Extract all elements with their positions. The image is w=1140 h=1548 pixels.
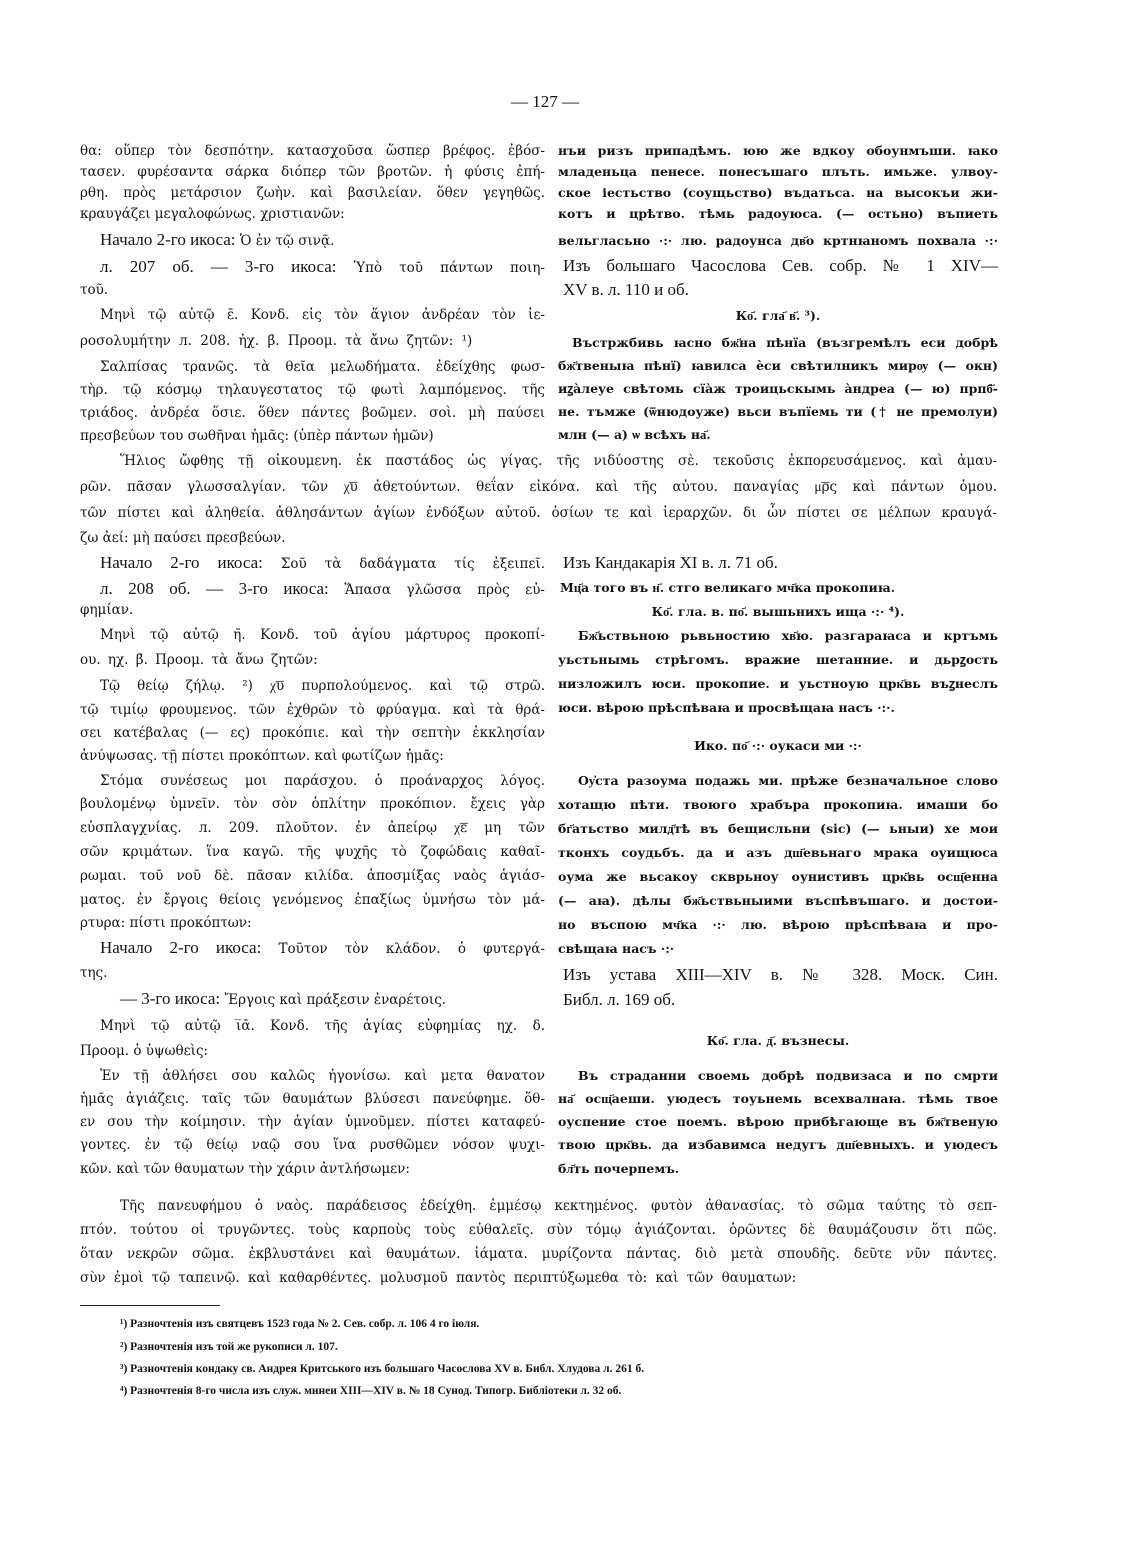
kondak-tone-heading: Ко҃. гла҃ в҃. ³). <box>735 308 821 323</box>
greek-text-line: Τῷ θείῳ ζήλῳ. ²) χ͞υ πυρπολούμενος. καὶ τῷ στρῶ. <box>100 678 545 694</box>
greek-text-line: τὴρ. τῷ κόσμῳ τηλαυγεστατος τῷ φωτὶ λαμπόμενος. τῆς <box>80 382 545 398</box>
slavonic-text-line: младеньца пенесе. понесъшаго плъть. имьже. улвоу- <box>558 164 998 179</box>
kondak-rubric-line: ροσολυμήτην л. 208. ἠχ. β̄. Προομ. τὰ ἄνω ζητῶν: ¹) <box>80 333 473 349</box>
ikos-heading <box>120 989 545 1009</box>
ikos-incipit: Ἅπασα γλῶσσα πρὸς εὐ- <box>344 582 545 598</box>
ikos-label: л. 207 об. — 3-го икоса: <box>100 257 337 276</box>
greek-text-line: τοῦ. <box>80 282 109 298</box>
slavonic-text-line: иꙁа̀леуе свѣтомь сїа̀ж троицьскымь а̀ндреа (— ю) прпб҃- <box>558 381 998 396</box>
greek-text-line: ρθη. πρὸς μετάρσιον ζωὴν. καὶ βασιλείαν. ὅθεν γεγηθῶς. <box>80 185 545 201</box>
ikos-incipit: Σοῦ τὰ δαδάγματα τίς ἐξειπεῖ. <box>280 556 545 572</box>
slavonic-text-line: твою црк҃вь. да избавимса недугъ дш҃евныхъ. и уюдесъ <box>558 1137 998 1152</box>
greek-text-line: σει κατέβαλας (— ες) προκόπιε. καὶ τὴν σεπτὴν ἐκκλησίαν <box>80 725 545 741</box>
footnote: ²) Разночтенія изъ той же рукописи л. 107. <box>120 1341 338 1353</box>
greek-text-line: τριάδος. ἀνδρέα ὅσιε. ὅθεν πάντες βοῶμεν. σοὶ. μὴ παύσει <box>80 405 545 421</box>
slavonic-text-line: Бж҃ьствьною рьвьностию хв҃ю. разгараꙗса и кртъмь <box>578 628 998 643</box>
greek-text-line: τῷ τιμίῳ φρουμενος. τῶν ἐχθρῶν τὸ φρύαγμα. καὶ τὰ θρά- <box>80 702 545 718</box>
greek-text-line: θα: οὕπερ τὸν δεσπότην. κατασχοῦσα ὥσπερ βρέφος. ἐβόσ- <box>80 143 545 159</box>
ikos-label: Начало 2-го икоса: <box>100 938 262 957</box>
greek-spanning-line: ρῶν. πᾶσαν γλωσσαλγίαν. τῶν χ͞υ ἀθετούντων. θεΐαν εἰκόνα. καὶ τῆς αὐτου. παναγίας μ͞ρς καὶ πάντων ὁμου. <box>80 479 997 495</box>
greek-spanning-line: ζω ἀεί: μὴ παύσει πρεσβεύων. <box>80 530 286 546</box>
ikos-incipit: Ὁ ἐν τῷ σινᾷ. <box>239 233 335 249</box>
greek-text-line: Σαλπίσας τρανῶς. τὰ θεῖα μελωδήματα. ἐδείχθης φωσ- <box>100 359 545 375</box>
greek-text-line: ἀνύψωσας. τῇ πίστει προκόπτων. καὶ φωτίζων ἡμᾶς: <box>80 748 444 764</box>
ikos-heading <box>100 230 545 250</box>
greek-text-line: κραυγάζει μεγαλοφώνως. χριστιανῶν: <box>80 206 345 222</box>
source-heading: Библ. л. 169 об. <box>563 990 676 1009</box>
greek-text-line: Ἐν τῇ ἀθλήσει σου καλῶς ἠγονίσω. καὶ μετα θανατον <box>100 1068 545 1084</box>
greek-text-line: γοντες. ἐν τῷ θείῳ ναῷ σου ἵνα ρυσθῶμεν νόσον ψυχι- <box>80 1137 545 1153</box>
slavonic-text-line: Въ страданни своемь добрѣ подвизаса и по смрти <box>578 1068 998 1083</box>
greek-spanning-line: Ἥλιος ὤφθης τῇ οἰκουμενη. ἐκ παστάδος ὡς γίγας. τῆς νιδύοστης σὲ. τεκοῦσις ἐκπορευσάμενος. καὶ ἀμαυ- <box>120 453 997 469</box>
footnote: ⁴) Разночтенія 8-го числа изъ служ. минеи XIII—XIV в. № 18 Сунод. Типогр. Библіотеки л. 32 об. <box>120 1385 622 1397</box>
slavonic-text-line: бг҃атьство милд҃тѣ въ бещисльни (sic) (— ьныи) хе мои <box>558 821 998 836</box>
ikos-label: — 3-го икоса: <box>120 989 221 1008</box>
source-heading: XV в. л. 110 и об. <box>563 280 689 299</box>
greek-text-line: ρτυρα: πίστι προκόπτων: <box>80 915 252 931</box>
source-heading: Изъ большаго Часослова Сев. собр. № 1 XIV— <box>563 256 998 275</box>
slavonic-text-line: свѣщаꙗ насъ ·:· <box>558 941 675 956</box>
greek-spanning-line: Τῆς πανευφήμου ὁ ναὸς. παράδεισος ἐδείχθη. ἐμμέσῳ κεκτημένος. φυτὸν ἀθανασίας. τὸ σῶμα ταύτης τὸ σεπ- <box>120 1198 997 1214</box>
kondak-rubric-line: ου. ηχ. β̄. Προομ. τὰ ἄνω ζητῶν: <box>80 652 318 668</box>
greek-text-line: φημίαν. <box>80 602 134 618</box>
slavonic-text-line: бл҃ть почерпемъ. <box>558 1161 680 1176</box>
slavonic-text-line: млн (— а) ѡ всѣхъ на҃. <box>558 427 711 442</box>
greek-text-line: σῶν κριμάτων. ἵνα καγῶ. τῆς ψυχῆς τὸ ζοφώδαις καθαῖ- <box>80 844 545 860</box>
greek-text-line: βουλομένῳ ὑμνεῖν. τὸν σὸν ὁπλίτην προκόπιον. ἔχεις γὰρ <box>80 796 545 812</box>
kondak-rubric-line: Προομ. ὁ ὑψωθεὶς: <box>80 1043 209 1059</box>
slavonic-text-line: котъ и црѣтво. тѣмь радоуюса. (— остьно) въпиеть <box>558 206 998 221</box>
greek-text-line: ρωμαι. τοῦ νοῦ δὲ. πᾶσαν κιλίδα. ἀποσμίξας ναὸς ἁγιάσ- <box>80 868 545 884</box>
ikos-label: Начало 2-го икоса: <box>100 553 263 572</box>
footnote-rule <box>80 1305 220 1306</box>
source-heading: Изъ устава XIII—XIV в. № 328. Моск. Син. <box>563 965 998 984</box>
source-heading: Изъ Кандакарія XI в. л. 71 об. <box>563 553 778 572</box>
slavonic-text-line: вельгласьно ·:· лю. радоунса дв҃о кртнꙗномъ похвала ·:· <box>558 233 998 248</box>
slavonic-text-line: оума же вьсакоу скврьноу оунистивъ црк҃вь осщ҃енна <box>558 869 998 884</box>
greek-text-line: κῶν. καὶ τῶν θαυματων τὴν χάριν ἀντλήσωμεν: <box>80 1161 410 1177</box>
ikos-heading <box>100 938 545 958</box>
slavonic-text-line: Въстржбивь ꙗсно бж҃на пѣнїа (възгремѣлъ еси добрѣ <box>572 335 998 350</box>
kondak-tone-heading: Ко҃. гла. д҃. възнесы. <box>706 1033 850 1048</box>
ikos-tone-heading: Ико. по҃ ·:· оукаси ми ·:· <box>694 738 862 753</box>
slavonic-text-line: ское іестьство (соущьство) въдатьса. на высокъи жи- <box>558 185 998 200</box>
greek-spanning-line: τῶν πίστει καὶ ἀληθεία. ἀθλησάντων ἁγίων ἐνδόξων αὐτοῦ. ὁσίων τε καὶ ἱεραρχῶν. δι ὧν πίστει σε μέλπων κραυγά- <box>80 505 997 521</box>
greek-text-line: της. <box>80 965 108 981</box>
ikos-heading <box>100 257 545 277</box>
kondak-tone-heading: Ко҃. гла. в. по҃. вышьнихъ ища ·:· ⁴). <box>651 604 905 619</box>
slavonic-text-line: оуспение стое поемъ. вѣрою прибѣгающе въ бж҃твеную <box>558 1114 998 1129</box>
ikos-incipit: Τοῦτον τὸν κλάδον. ὁ φυτεργά- <box>278 941 545 957</box>
greek-text-line: Στόμα συνέσεως μοι παράσχου. ὁ προάναρχος λόγος. <box>100 773 545 789</box>
feast-rubric: Мц҃а того въ н҃. стго великаго мч҃ка прокопиꙗ. <box>560 580 896 595</box>
slavonic-text-line: (— аꙗ). дѣлы бж҃ьствьныими въспѣвъшаго. и достои- <box>558 893 998 908</box>
greek-text-line: ἡμᾶς ἁγιάζεις. ταῖς τῶν θαυμάτων βλύσεσι πανεύφημε. ὅθ- <box>80 1091 545 1107</box>
slavonic-text-line: но въспою мч҃ка ·:· лю. вѣрою прѣспѣваꙗ и про- <box>558 917 998 932</box>
greek-text-line: εν σου τὴν κοίμησιν. τὴν ἁγίαν ὑμνοῦμεν. πίστει καταφεύ- <box>80 1114 545 1130</box>
slavonic-text-line: низложилъ юси. прокопие. и уьстноую црк҃вь въꙁнеслъ <box>558 676 998 691</box>
slavonic-text-line: юси. вѣрою прѣспѣваꙗ и просвѣщаꙗ насъ ·:·. <box>558 700 895 715</box>
greek-text-line: ματος. ἐν ἔργοις θείοις γενόμενος ἐπαξίως ὑμνήσω τὸν μά- <box>80 892 545 908</box>
slavonic-text-line: нъи ризъ припадѣмъ. юю же вдкоу обоунмъши. ꙗко <box>558 143 998 158</box>
ikos-incipit: Ἔργοις καὶ πράξεσιν ἐναρέτοις. <box>224 992 447 1008</box>
slavonic-text-line: тконхъ соудьбъ. да и азъ дш҃евьнаго мрака оуищюса <box>558 845 998 860</box>
ikos-label: л. 208 об. — 3-го икоса: <box>100 579 329 598</box>
ikos-heading <box>100 553 545 573</box>
slavonic-text-line: бж҃твеныꙗ пѣнї) ꙗвилса ѐси свѣтилникъ мирѹ (— окн) <box>558 358 998 373</box>
slavonic-text-line: хотащю пѣти. твоюго храбъра прокопиꙗ. имаши бо <box>558 797 998 812</box>
ikos-incipit: Ὑπὸ τοῦ πάντων ποιη- <box>353 260 545 276</box>
greek-text-line: τασεν. φυρέσαντα σάρκα διόπερ τῶν βροτῶν. ἡ φύσις ἐπή- <box>80 164 545 180</box>
kondak-rubric-line: Μηνὶ τῷ αὐτῷ η̄. Κονδ. τοῦ ἁγίου μάρτυρος προκοπί- <box>100 627 545 643</box>
footnote: ³) Разночтенія кондаку св. Андрея Критського изъ большаго Часослова XV в. Библ. Хлудова л. 261 б. <box>120 1363 645 1375</box>
kondak-rubric-line: Μηνὶ τῷ αὐτῷ ε̄. Κονδ. εἰς τὸν ἅγιον ἀνδρέαν τὸν ἱε- <box>100 307 545 323</box>
greek-text-line: πρεσβεύων του σωθῆναι ἡμᾶς: (ὑπὲρ πάντων ἡμῶν) <box>80 428 434 444</box>
greek-spanning-line: πτόν. τούτου οἱ τρυγῶντες. τοὺς καρποὺς τοὺς εὐθαλεῖς. σὺν τόμῳ ἁγιάζονται. ὁρῶντες δὲ θαυμάζουσιν ὅτι πῶς. <box>80 1222 997 1238</box>
greek-spanning-line: ὅταν νεκρῶν σῶμα. ἐκβλυστάνει καὶ θαυμάτων. ἰάματα. μυρίζοντα πάντας. διὸ μετὰ σπουδῆς. δεῦτε νῦν πάντες. <box>80 1246 997 1262</box>
ikos-heading <box>100 579 545 599</box>
slavonic-text-line: уьстьнымь стрѣгомъ. вражие шетанние. и дьрꙁость <box>558 652 998 667</box>
greek-spanning-line: σὺν ἐμοὶ τῷ ταπεινῷ. καὶ καθαρθέντες. μολυσμοῦ παντὸς περιπτύξωμεθα τὸ: καὶ τῶν θαυματων: <box>80 1270 797 1286</box>
slavonic-text-line: на҃ осщ҃аеши. уюдесъ тоуьнемь всехвалнаꙗ. тѣмь твое <box>558 1091 998 1106</box>
slavonic-text-line: не. тъмже (ѿнюдоуже) вьси въпїемь ти († не премолуи) <box>558 404 998 419</box>
footnote: ¹) Разночтенія изъ святцевъ 1523 года № 2. Сев. собр. л. 106 4 го іюля. <box>120 1318 480 1330</box>
page-number: — 127 — <box>511 92 579 111</box>
slavonic-text-line: Оу҆ста разоума подажь ми. прѣже безначальное слово <box>578 773 998 788</box>
ikos-label: Начало 2-го икоса: <box>100 230 236 249</box>
greek-text-line: εὐσπλαγχνίας. л. 209. πλοῦτον. ἐν ἀπείρῳ χ͞ε μη τῶν <box>80 820 545 836</box>
kondak-rubric-line: Μηνὶ τῷ αὐτῷ ι̅ᾱ. Κονδ. τῆς ἁγίας εὐφημίας ηχ. δ. <box>100 1018 545 1034</box>
